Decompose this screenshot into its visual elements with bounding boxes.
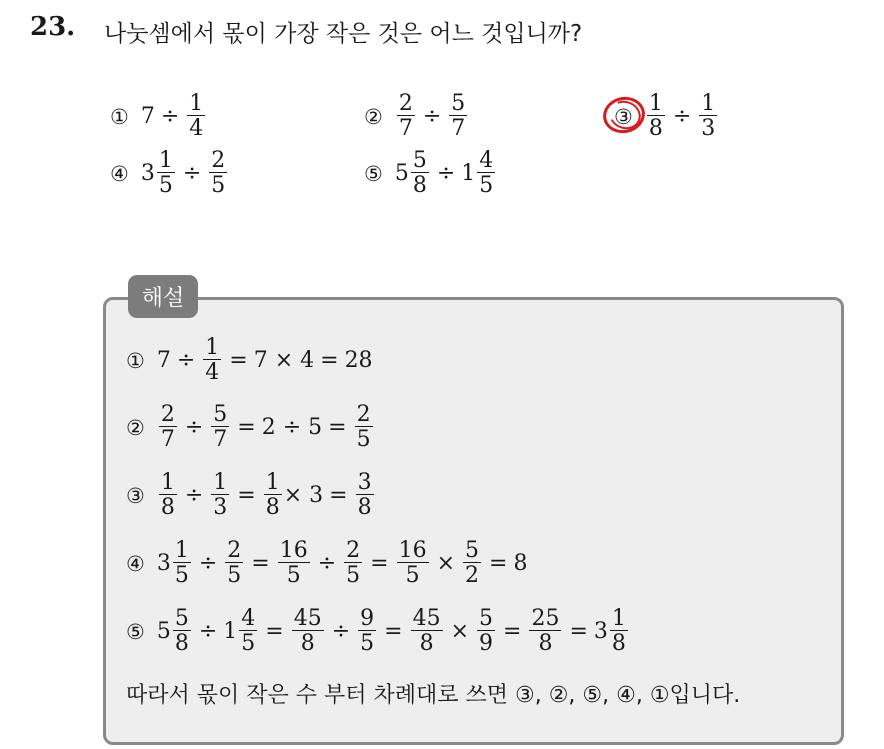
fraction: $\frac{1}{8}$ (265, 470, 280, 520)
choice-marker: ③ (614, 104, 633, 129)
fraction: $\frac{1}{8}$ (648, 91, 663, 141)
fraction: $\frac{45}{8}$ (412, 606, 441, 656)
fraction: $\frac{1}{8}$ (611, 606, 626, 656)
fraction: $\frac{1}{4}$ (189, 91, 204, 141)
solution-line-4: ④ 3 $\frac{1}{5}$ ÷ $\frac{2}{5}$ = $\frac{16}{5}$ ÷ $\frac{2}{5}$ = $\frac{16}{5}$ × $\frac{5}{2}$ = 8 (126, 538, 528, 588)
question-text: 나눗셈에서 몫이 가장 작은 것은 어느 것입니까? (104, 21, 583, 47)
fraction: $\frac{1}{5}$ (158, 148, 173, 198)
choice-3[interactable]: ③ $\frac{1}{8}$ ÷ $\frac{1}{3}$ (614, 91, 716, 141)
choice-marker: ④ (110, 161, 129, 186)
choice-4[interactable]: ④ 3 $\frac{1}{5}$ ÷ $\frac{2}{5}$ (110, 148, 226, 198)
fraction: $\frac{2}{7}$ (398, 91, 413, 141)
solution-line-2: ② $\frac{2}{7}$ ÷ $\frac{5}{7}$ = 2 ÷ 5 = $\frac{2}{5}$ (126, 402, 371, 452)
choice-marker: ② (364, 104, 383, 129)
solution-line-5: ⑤ 5 $\frac{5}{8}$ ÷ 1 $\frac{4}{5}$ = $\frac{45}{8}$ ÷ $\frac{9}{5}$ = $\frac{45}{8}$ × $\frac{5}{9}$ = $\frac{25}{8}$ = 3 $\frac{1}{8}$ (126, 606, 626, 656)
choice-5[interactable]: ⑤ 5 $\frac{5}{8}$ ÷ 1 $\frac{4}{5}$ (364, 148, 494, 198)
fraction: $\frac{25}{8}$ (531, 606, 560, 656)
fraction: $\frac{1}{5}$ (174, 538, 189, 588)
fraction: $\frac{2}{5}$ (211, 148, 226, 198)
fraction: $\frac{45}{8}$ (293, 606, 322, 656)
fraction: $\frac{5}{7}$ (451, 91, 466, 141)
fraction: $\frac{4}{5}$ (479, 148, 494, 198)
fraction: $\frac{3}{8}$ (357, 470, 372, 520)
choice-2[interactable]: ② $\frac{2}{7}$ ÷ $\frac{5}{7}$ (364, 91, 466, 141)
solution-label: 해설 (128, 275, 198, 318)
choice-marker: ① (110, 104, 129, 129)
fraction: $\frac{5}{8}$ (174, 606, 189, 656)
choice-marker: ⑤ (364, 161, 383, 186)
question-number: 23. (30, 12, 76, 42)
fraction: $\frac{1}{4}$ (205, 335, 220, 385)
choice-1[interactable]: ① 7 ÷ $\frac{1}{4}$ (110, 91, 204, 141)
fraction: $\frac{1}{8}$ (160, 470, 175, 520)
solution-conclusion: 따라서 몫이 작은 수 부터 차례대로 쓰면 ③, ②, ⑤, ④, ①입니다. (126, 683, 741, 708)
fraction: $\frac{5}{7}$ (213, 402, 228, 452)
fraction: $\frac{16}{5}$ (279, 538, 308, 588)
fraction: $\frac{5}{2}$ (465, 538, 480, 588)
fraction: $\frac{1}{3}$ (701, 91, 716, 141)
solution-line-1: ① 7 ÷ $\frac{1}{4}$ = 7 × 4 = 28 (126, 335, 373, 385)
fraction: $\frac{2}{5}$ (346, 538, 361, 588)
fraction: $\frac{2}{7}$ (160, 402, 175, 452)
fraction: $\frac{9}{5}$ (360, 606, 375, 656)
fraction: $\frac{1}{3}$ (213, 470, 228, 520)
fraction: $\frac{2}{5}$ (356, 402, 371, 452)
fraction: $\frac{5}{9}$ (479, 606, 494, 656)
solution-line-3: ③ $\frac{1}{8}$ ÷ $\frac{1}{3}$ = $\frac{1}{8}$ × 3 = $\frac{3}{8}$ (126, 470, 372, 520)
fraction: $\frac{5}{8}$ (412, 148, 427, 198)
fraction: $\frac{4}{5}$ (241, 606, 256, 656)
fraction: $\frac{16}{5}$ (398, 538, 427, 588)
fraction: $\frac{2}{5}$ (227, 538, 242, 588)
